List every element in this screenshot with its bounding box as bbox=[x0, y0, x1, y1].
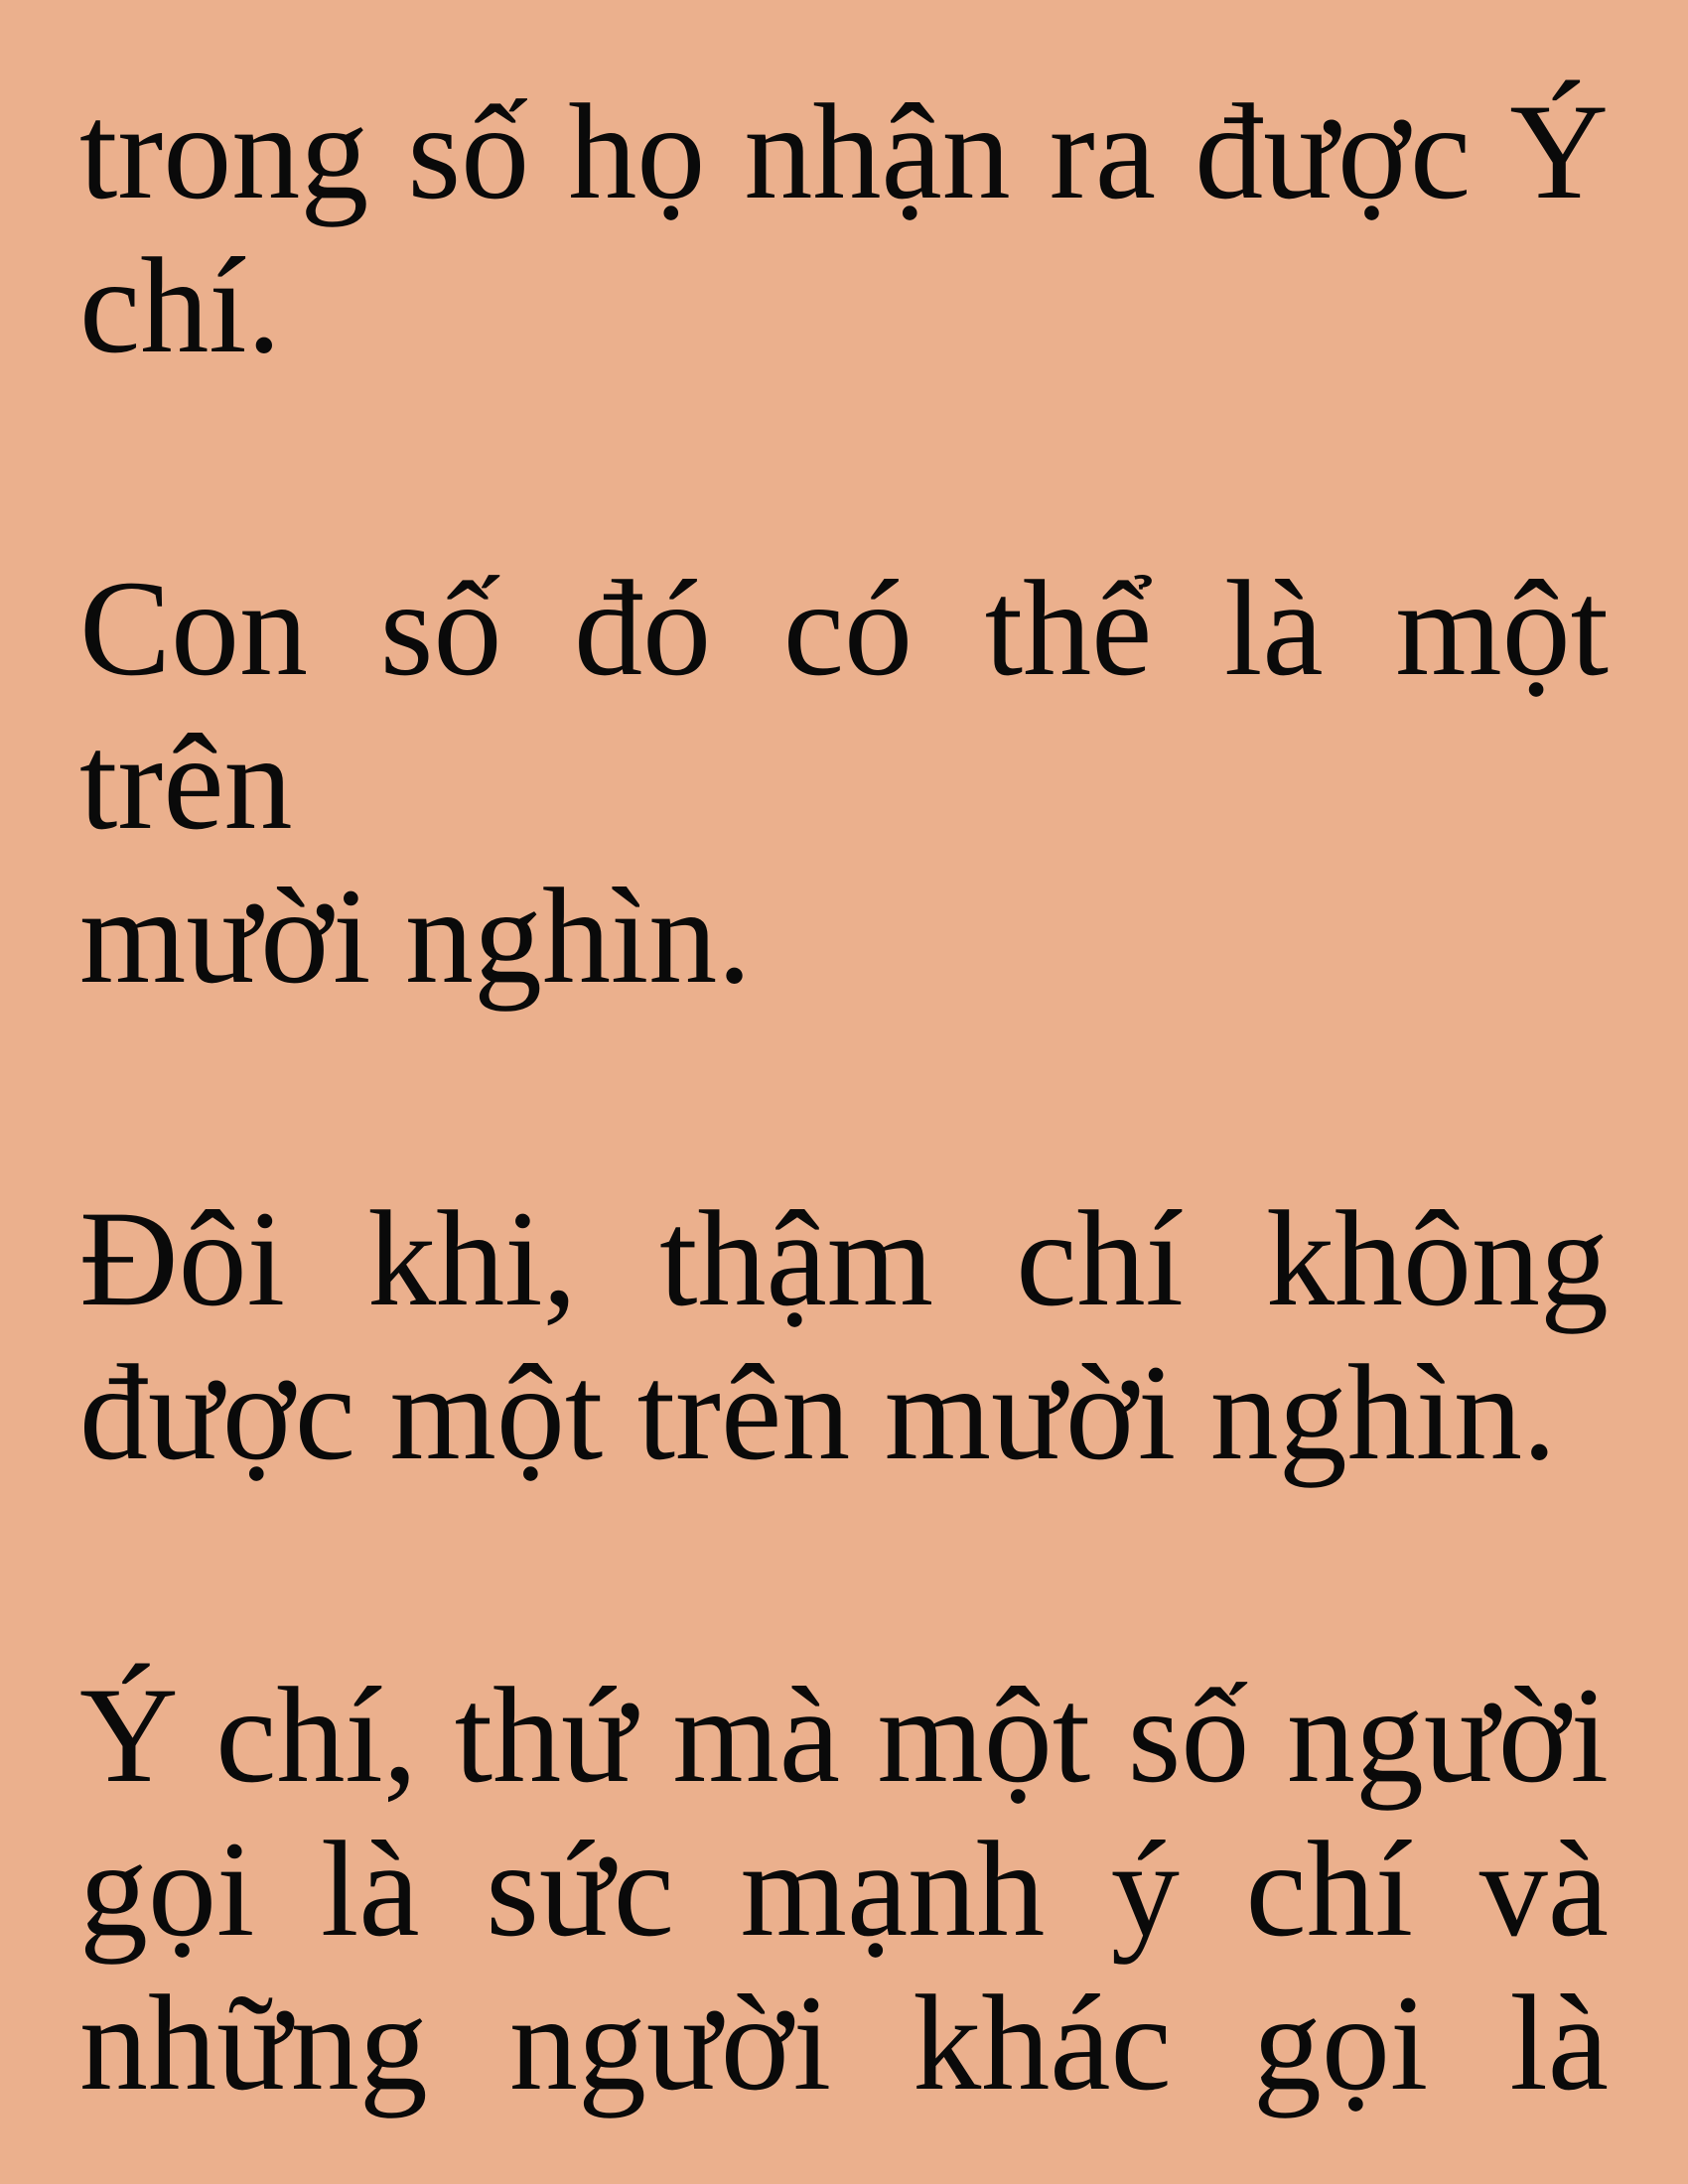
text-line: được một trên mười nghìn. bbox=[79, 1336, 1557, 1488]
paragraph bbox=[79, 1181, 1609, 1489]
paragraph bbox=[79, 74, 1609, 382]
text-line: chí. bbox=[79, 229, 282, 381]
text-line: mười nghìn. bbox=[79, 860, 752, 1012]
text-line: những người khác gọi là bbox=[79, 1967, 1609, 2118]
text-line: trong số họ nhận ra được Ý bbox=[79, 75, 1609, 227]
text-line: Ý chí, thứ mà một số người bbox=[79, 1659, 1609, 1811]
text-line: gọi là sức mạnh ý chí và bbox=[79, 1813, 1609, 1965]
paragraph bbox=[79, 551, 1609, 1013]
text-line: Đôi khi, thậm chí không bbox=[79, 1182, 1609, 1334]
text-line: Con số đó có thể là một trên bbox=[79, 552, 1609, 858]
paragraph bbox=[79, 1658, 1609, 2119]
